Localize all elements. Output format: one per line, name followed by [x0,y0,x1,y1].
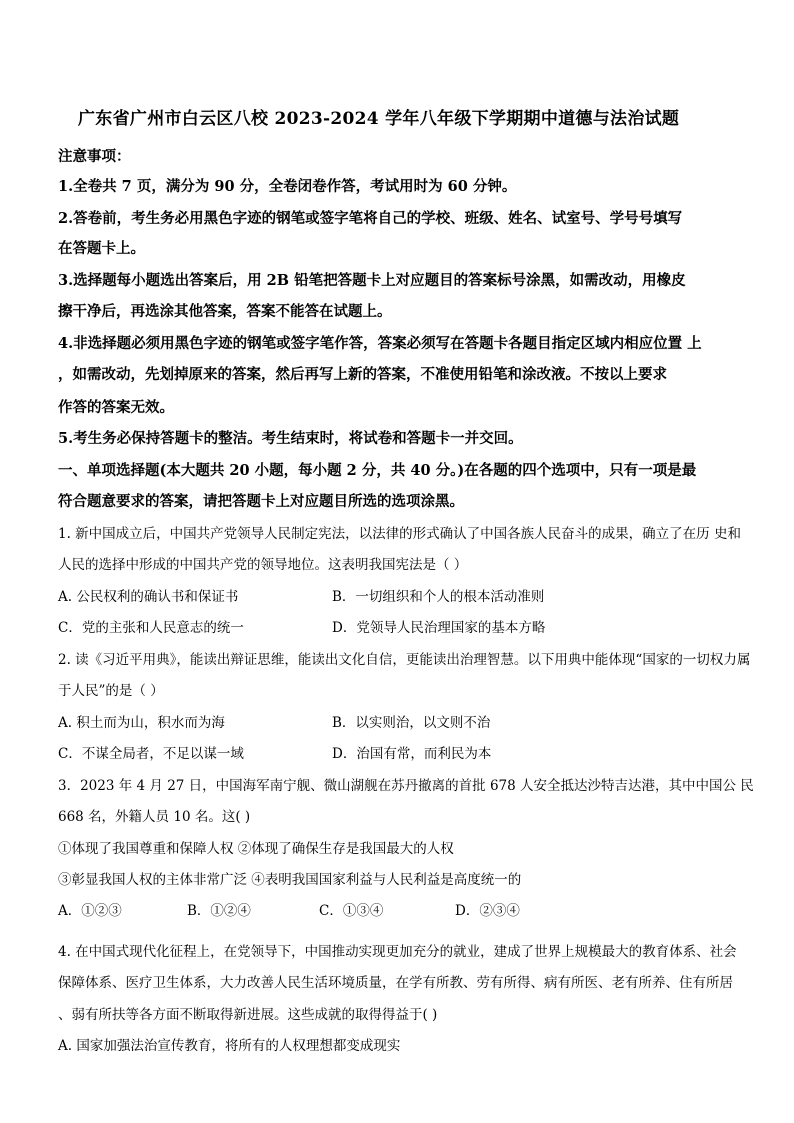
notice-item: 作答的答案无效。 [58,399,174,416]
question-4-stem: 保障体系、医疗卫生体系，大力改善人民生活环境质量，在学有所教、劳有所得、病有所医、老有所养、住有所居 [58,975,733,991]
question-2-option-b: B．以实则治，以文则不治 [332,715,491,731]
question-1-option-d: D．党领导人民治理国家的基本方略 [332,620,546,636]
notice-item: 3.选择题每小题选出答案后，用 2B 铅笔把答题卡上对应题目的答案标号涂黑，如需改动，用橡皮 [58,272,686,289]
question-2-stem: 于人民”的是（ ） [58,683,164,699]
question-4-option-a: A. 国家加强法治宣传教育，将所有的人权理想都变成现实 [58,1038,401,1054]
question-3-statement: ①体现了我国尊重和保障人权 ②体现了确保生存是我国最大的人权 [58,841,454,857]
question-2-stem: 2. 读《习近平用典》，能读出辩证思维，能读出文化自信，更能读出治理智慧。以下用典中能体现“国家的一切权力属 [58,652,751,668]
question-3-option-a: A．①②③ [58,903,122,919]
notice-heading: 注意事项： [58,148,131,165]
question-3-option-b: B．①②④ [187,903,251,919]
notice-item: ，如需改动，先划掉原来的答案，然后再写上新的答案，不准使用铅笔和涂改液。不按以上要求 [58,366,667,383]
question-1-option-c: C．党的主张和人民意志的统一 [58,620,244,636]
question-3-option-d: D．②③④ [455,903,520,919]
question-1-option-a: A. 公民权利的确认书和保证书 [58,589,239,605]
notice-item: 在答题卡上。 [58,240,145,257]
question-1-stem: 人民的选择中形成的中国共产党的领导地位。这表明我国宪法是（ ） [58,557,468,573]
page-title: 广东省广州市白云区八校 2023-2024 学年八年级下学期期中道德与法治试题 [78,109,680,129]
question-2-option-d: D．治国有常，而利民为本 [332,746,492,762]
question-3-stem: 668 名，外籍人员 10 名。这( ) [58,809,251,825]
question-1-option-b: B．一切组织和个人的根本活动准则 [332,589,545,605]
question-2-option-a: A. 积土而为山，积水而为海 [58,715,225,731]
notice-item: 1.全卷共 7 页，满分为 90 分，全卷闭卷作答，考试用时为 60 分钟。 [58,178,517,195]
question-1-stem: 1. 新中国成立后，中国共产党领导人民制定宪法，以法律的形式确认了中国各族人民奋斗的成果，确立了在历 史和 [58,526,741,542]
question-3-statement: ③彰显我国人权的主体非常广泛 ④表明我国国家利益与人民利益是高度统一的 [58,872,522,888]
notice-item: 5.考生务必保持答题卡的整洁。考生结束时，将试卷和答题卡一并交回。 [58,430,523,447]
question-3-option-c: C．①③④ [319,903,384,919]
notice-item: 2.答卷前，考生务必用黑色字迹的钢笔或签字笔将自己的学校、班级、姓名、试室号、学号号填写 [58,210,683,227]
question-4-stem: 4. 在中国式现代化征程上，在党领导下，中国推动实现更加充分的就业，建成了世界上规模最大的教育体系、社会 [58,944,737,960]
question-4-stem: 、弱有所扶等各方面不断取得新进展。这些成就的取得得益于( ) [58,1007,438,1023]
question-2-option-c: C．不谋全局者，不足以谋一域 [58,746,244,762]
question-3-stem: 3．2023 年 4 月 27 日，中国海军南宁舰、微山湖舰在苏丹撤离的首批 678 人安全抵达沙特吉达港，其中中国公 民 [58,778,754,794]
notice-item: 4.非选择题必须用黑色字迹的钢笔或签字笔作答，答案必须写在答题卡各题目指定区域内相应位置 上 [58,335,702,352]
section-heading: 一、单项选择题(本大题共 20 小题，每小题 2 分，共 40 分。)在各题的四个选项中，只有一项是最 [58,462,697,479]
notice-item: 擦干净后，再选涂其他答案，答案不能答在试题上。 [58,303,392,320]
section-heading: 符合题意要求的答案，请把答题卡上对应题目所选的选项涂黑。 [58,493,464,510]
